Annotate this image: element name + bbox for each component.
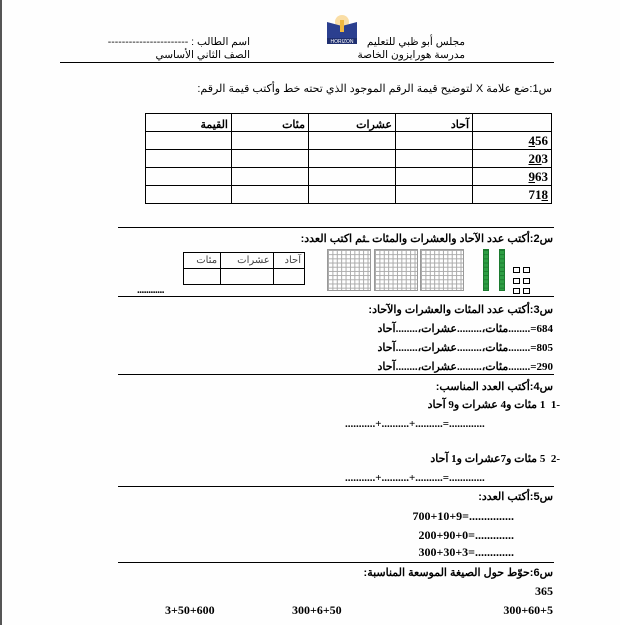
table-row xyxy=(146,168,552,186)
unit-cube-icon xyxy=(523,278,530,284)
q1-title: س1:ضع علامة X لتوضيح قيمة الرقم الموجود الذي تحته خط وأكتب قيمة الرقم: xyxy=(197,83,552,95)
section-divider xyxy=(118,296,554,297)
q6-number: 365 xyxy=(535,584,553,598)
hundreds-cell[interactable] xyxy=(232,168,309,186)
q5-title: س5:أكتب العدد: xyxy=(478,491,553,503)
value-cell[interactable] xyxy=(146,150,232,168)
q3-line[interactable]: 290=........مئات،.........عشرات،........آحاد xyxy=(377,361,553,373)
q2-title: س2:أكتب عدد الآحاد والعشرات والمئات ـثم اكتب العدد: xyxy=(300,233,553,245)
section-divider xyxy=(118,227,554,228)
hundreds-answer-cell[interactable] xyxy=(184,269,221,285)
student-name-field[interactable]: اسم الطالب : ----------------------- xyxy=(107,36,250,48)
q6-option[interactable]: 300+6+50 xyxy=(292,603,342,617)
unit-cube-icon xyxy=(513,267,520,273)
hundreds-cell[interactable] xyxy=(232,132,309,150)
ones-cell[interactable] xyxy=(396,168,473,186)
ones-answer-cell[interactable] xyxy=(273,269,304,285)
header-cell: عشرات xyxy=(309,114,396,132)
number-cell: 718 xyxy=(473,186,552,204)
q5-equation[interactable]: 200+90+0=............. xyxy=(418,528,514,542)
table-header-row xyxy=(146,114,552,132)
number-cell: 963 xyxy=(473,168,552,186)
number-cell: 456 xyxy=(473,132,552,150)
table-row xyxy=(146,132,552,150)
school-logo xyxy=(324,14,360,48)
unit-cube-icon xyxy=(513,278,520,284)
header-cell: القيمة xyxy=(146,114,232,132)
table-row xyxy=(146,150,552,168)
q4-blank-line[interactable]: ...........+..........+..........=............. xyxy=(345,418,485,430)
q3-line[interactable]: 805=........مئات،.........عشرات،........آحاد xyxy=(377,342,553,354)
q5-equation[interactable]: 300+30+3=............. xyxy=(418,545,514,559)
tens-cell[interactable] xyxy=(309,168,396,186)
ten-rod-icon xyxy=(483,249,489,291)
q6-option[interactable]: 3+50+600 xyxy=(165,603,215,617)
header-cell: آحاد xyxy=(396,114,473,132)
unit-cube-icon xyxy=(513,288,520,294)
section-divider xyxy=(118,486,554,487)
tens-cell[interactable] xyxy=(309,150,396,168)
section-divider xyxy=(118,374,554,375)
q4-title: س4:أكتب العدد المناسب: xyxy=(435,381,553,393)
school-name: مدرسة هورايزون الخاصة xyxy=(357,49,465,61)
header-cell xyxy=(473,114,552,132)
unit-cube-icon xyxy=(523,288,530,294)
header-cell: مئات xyxy=(184,253,221,269)
section-divider xyxy=(118,562,554,563)
table-row xyxy=(146,186,552,204)
header-cell: مئات xyxy=(232,114,309,132)
ten-rod-icon xyxy=(499,249,505,291)
ones-cell[interactable] xyxy=(396,150,473,168)
header-cell: عشرات xyxy=(221,253,274,269)
hundreds-cell[interactable] xyxy=(232,150,309,168)
q3-line[interactable]: 684=........مئات،.........عشرات،........آحاد xyxy=(377,323,553,335)
hundreds-cell[interactable] xyxy=(232,186,309,204)
header-divider xyxy=(60,62,554,63)
q6-option[interactable]: 300+60+5 xyxy=(503,603,553,617)
value-cell[interactable] xyxy=(146,168,232,186)
value-cell[interactable] xyxy=(146,186,232,204)
tens-cell[interactable] xyxy=(309,132,396,150)
ones-cell[interactable] xyxy=(396,186,473,204)
hundred-flat-icon xyxy=(327,249,371,291)
tens-answer-cell[interactable] xyxy=(221,269,274,285)
q4-item-2: -2 5 مئات و7عشرات و1 آحاد xyxy=(430,453,560,465)
unit-cube-icon xyxy=(523,267,530,273)
hundred-flat-icon xyxy=(374,249,418,291)
q5-equation[interactable]: 700+10+9=............... xyxy=(412,509,514,523)
q4-blank-line[interactable]: ...........+..........+..........=............. xyxy=(345,472,485,484)
q6-title: س6:حوّط حول الصيغة الموسعة المناسبة: xyxy=(363,567,553,579)
q4-item-1: -1 1 مئات و4 عشرات و9 آحاد xyxy=(427,399,560,411)
value-cell[interactable] xyxy=(146,132,232,150)
tens-cell[interactable] xyxy=(309,186,396,204)
q3-title: س3:أكتب عدد المئات والعشرات والآحاد: xyxy=(368,304,553,316)
logo-text: HORIZON xyxy=(330,39,354,45)
q2-answer-blank[interactable]: ............ xyxy=(137,284,164,296)
q2-answer-table xyxy=(183,252,305,285)
page-edge xyxy=(0,0,2,625)
ones-cell[interactable] xyxy=(396,132,473,150)
council-name: مجلس أبو ظبي للتعليم xyxy=(366,36,465,48)
header-cell: آحاد xyxy=(273,253,304,269)
number-cell: 203 xyxy=(473,150,552,168)
grade-label: الصف الثاني الأساسي xyxy=(155,49,250,61)
hundred-flat-icon xyxy=(420,249,464,291)
q1-place-value-table xyxy=(145,113,552,204)
